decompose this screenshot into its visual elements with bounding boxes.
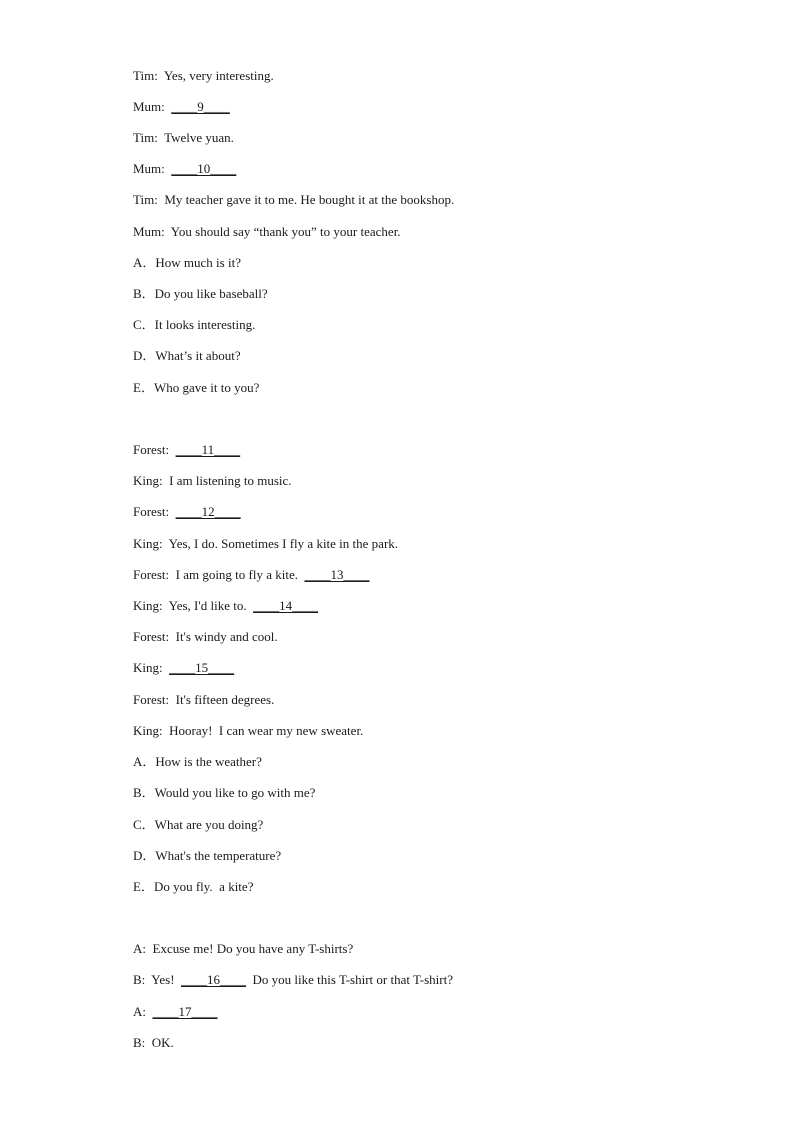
dialogue-line-b-blank-16 [133, 972, 453, 988]
dialogue-line-mum-2: Mum: You should say “thank you” to your teacher. [133, 224, 401, 239]
dialogue-line-tim-3: Tim: My teacher gave it to me. He bought it at the bookshop. [133, 192, 455, 207]
speaker-prefix: Forest: [133, 442, 176, 457]
option-c: C．What are you doing? [133, 817, 264, 832]
dialogue-line-king-blank-14 [133, 598, 318, 614]
speaker-prefix: B: Yes! [133, 972, 182, 987]
speaker-prefix: Forest: I am going to fly a kite. [133, 567, 305, 582]
dialogue-line-forest-blank-12 [133, 504, 241, 520]
option-e: E．Who gave it to you? [133, 380, 260, 395]
dialogue-line-king-2: King: Yes, I do. Sometimes I fly a kite in the park. [133, 536, 399, 551]
dialogue-line-forest-blank-13 [133, 567, 370, 583]
dialogue-line-forest-3: Forest: It's windy and cool. [133, 629, 278, 644]
answer-blank-16: ____16____ [181, 972, 247, 987]
speaker-prefix: A: [133, 1004, 153, 1019]
line-suffix: Do you like this T-shirt or that T-shirt? [246, 972, 453, 987]
dialogue-line-forest-4: Forest: It's fifteen degrees. [133, 692, 275, 707]
answer-blank-9: ____9____ [171, 99, 230, 114]
dialogue-line-a-1: A: Excuse me! Do you have any T-shirts? [133, 941, 354, 956]
speaker-prefix: Mum: [133, 161, 172, 176]
speaker-prefix: King: [133, 660, 170, 675]
dialogue-line-b-2: B: OK. [133, 1035, 174, 1050]
option-c: C．It looks interesting. [133, 317, 256, 332]
answer-blank-13: ____13____ [304, 567, 370, 582]
dialogue-line-king-blank-15 [133, 660, 234, 676]
answer-blank-10: ____10____ [171, 161, 237, 176]
option-d: D．What's the temperature? [133, 848, 282, 863]
dialogue-line-tim-1: Tim: Yes, very interesting. [133, 68, 274, 83]
dialogue-line-forest-blank-11 [133, 442, 240, 458]
dialogue-line-a-blank-17 [133, 1004, 218, 1020]
answer-blank-12: ____12____ [175, 504, 241, 519]
speaker-prefix: Forest: [133, 504, 176, 519]
dialogue-line-tim-2: Tim: Twelve yuan. [133, 130, 234, 145]
speaker-prefix: King: Yes, I'd like to. [133, 598, 254, 613]
answer-blank-15: ____15____ [169, 660, 235, 675]
option-a: A．How is the weather? [133, 754, 262, 769]
dialogue-line-mum-blank-10 [133, 161, 236, 177]
option-a: A．How much is it? [133, 255, 241, 270]
answer-blank-11: ____11____ [175, 442, 241, 457]
dialogue-line-king-1: King: I am listening to music. [133, 473, 292, 488]
option-e: E．Do you fly. a kite? [133, 879, 254, 894]
answer-blank-17: ____17____ [152, 1004, 218, 1019]
dialogue-line-king-3: King: Hooray! I can wear my new sweater. [133, 723, 364, 738]
answer-blank-14: ____14____ [253, 598, 319, 613]
option-b: B．Would you like to go with me? [133, 785, 316, 800]
option-b: B．Do you like baseball? [133, 286, 268, 301]
option-d: D．What’s it about? [133, 348, 241, 363]
speaker-prefix: Mum: [133, 99, 172, 114]
dialogue-line-mum-blank-9 [133, 99, 230, 115]
